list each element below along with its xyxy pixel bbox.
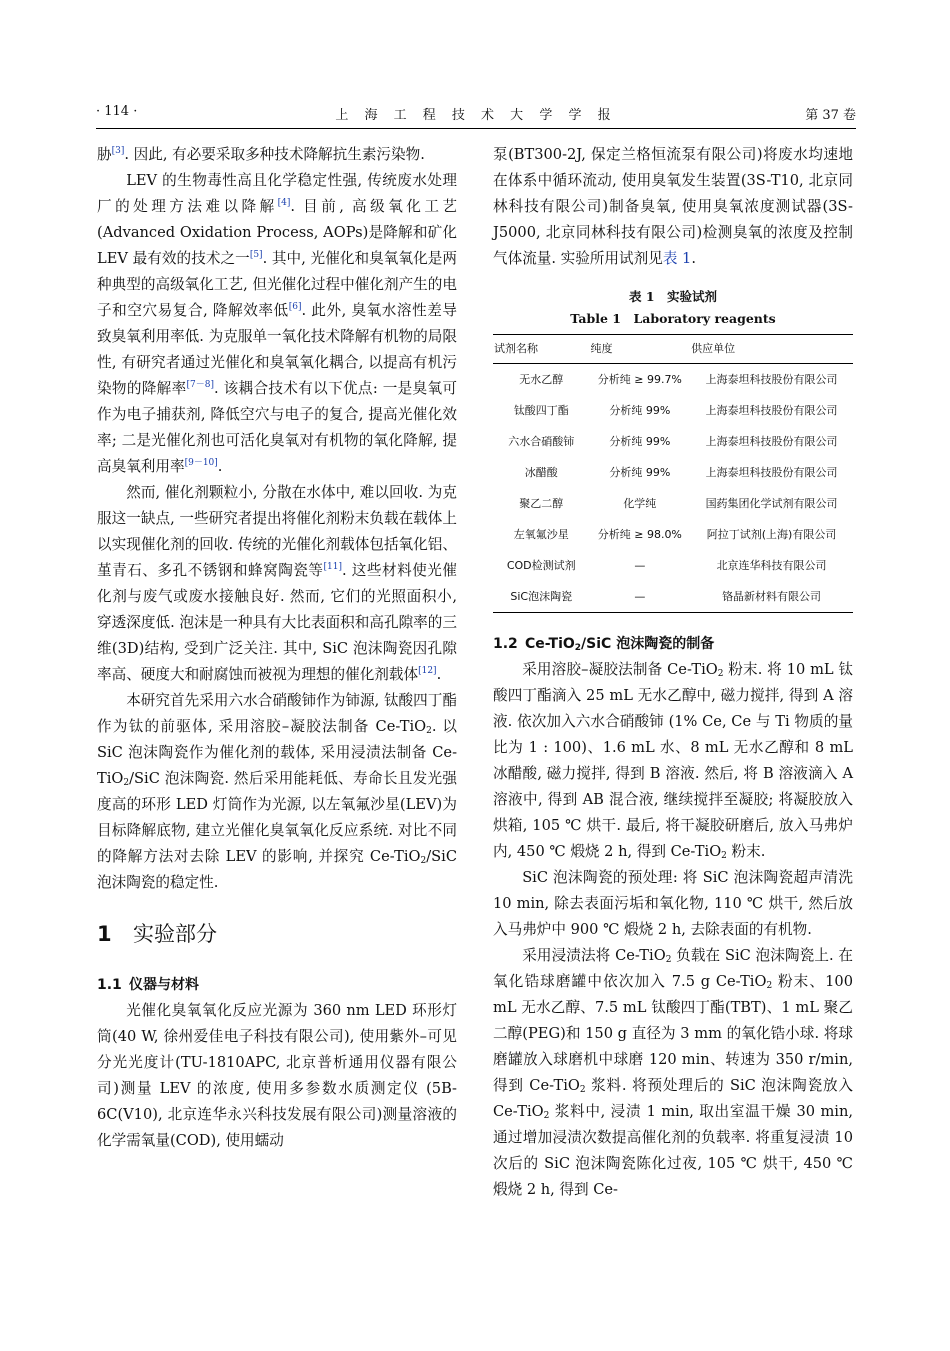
- table-cell: 国药集团化学试剂有限公司: [705, 496, 838, 510]
- journal-title: 上 海 工 程 技 术 大 学 学 报: [335, 108, 617, 123]
- table-cell: 分析纯 99%: [609, 465, 671, 479]
- running-header: [96, 104, 856, 124]
- paragraph: LEV 的生物毒性高且化学稳定性强, 传统废水处理厂的处理方法难以降解[4]. 目前, 高级氧化工艺(Advanced Oxidation Process, AOPs)是降解和矿化 LEV 最有效的技术之一[5]. 其中, 光催化和臭氧氧化是两种典型的高级氧化工艺, 但光催化过程中催化剂产生的电子和空穴易复合, 降解效率低[6]. 此外, 臭氧水溶性差导致臭氧利用率低. 为克服单一氧化技术降解有机物的局限性, 有研究者通过光催化和臭氧氧化耦合, 以提高有机污染物的降解率[7－8]. 该耦合技术有以下优点: 一是臭氧可作为电子捕获剂, 降低空穴与电子的复合, 提高光催化效率; 二是光催化剂也可活化臭氧对有机物的氧化降解, 提高臭氧利用率[9－10].: [97, 172, 458, 475]
- table-cell: 冰醋酸: [524, 465, 558, 479]
- table-header-cell: 纯度: [590, 335, 691, 364]
- table-caption: [493, 286, 853, 330]
- paragraph: 本研究首先采用六水合硝酸铈作为铈源, 钛酸四丁酯作为钛的前驱体, 采用溶胶–凝胶法制备 Ce-TiO$_2$. 以 SiC 泡沫陶瓷作为催化剂的载体, 采用浸渍法制备 Ce-TiO$_2$/SiC 泡沫陶瓷. 然后采用能耗低、寿命长且发光强度高的环形 LED 灯筒作为光源, 以左氧氟沙星(LEV)为目标降解底物, 建立光催化臭氧氧化反应系统. 对比不同的降解方法对去除 LEV 的影响, 并探究 Ce-TiO$_2$/SiC 泡沫陶瓷的稳定性.: [97, 692, 458, 891]
- citation[interactable]: [6]: [288, 302, 302, 312]
- header-rule: [96, 128, 856, 129]
- table-cell: 六水合硝酸铈: [508, 434, 575, 448]
- section-heading: 1 实验部分: [97, 922, 217, 946]
- table-cell: 分析纯 99%: [609, 403, 671, 417]
- table-row: [493, 426, 853, 457]
- citation[interactable]: [11]: [323, 562, 342, 572]
- paragraph: 采用溶胶–凝胶法制备 Ce-TiO$_2$ 粉末. 将 10 mL 钛酸四丁酯滴入 25 mL 无水乙醇中, 磁力搅拌, 得到 A 溶液. 依次加入六水合硝酸铈 (1% Ce, Ce 与 Ti 物质的量比为 1 : 100)、1.6 mL 水、8 mL 无水乙醇和 8 mL 冰醋酸, 磁力搅拌, 得到 B 溶液. 然后, 将 B 溶液滴入 A 溶液中, 得到 AB 混合液, 继续搅拌至凝胶; 将凝胶放入烘箱, 105 ℃ 烘干. 最后, 将干凝胶研磨后, 放入马弗炉内, 450 ℃ 煅烧 2 h, 得到 Ce-TiO$_2$ 粉末.: [493, 661, 853, 861]
- table-cell: 左氧氟沙星: [513, 527, 569, 541]
- table-header-cell: 供应单位: [690, 335, 853, 364]
- table-cell: 上海泰坦科技股份有限公司: [705, 403, 838, 417]
- table-cell: —: [590, 581, 691, 613]
- table-cell: 聚乙二醇: [519, 496, 564, 510]
- table-cell: —: [634, 558, 646, 572]
- citation[interactable]: [9－10]: [184, 458, 218, 468]
- table-row: [493, 488, 853, 519]
- paragraph: 泵(BT300-2J, 保定兰格恒流泵有限公司)将废水均速地在体系中循环流动, 使用臭氧发生装置(3S-T10, 北京同林科技有限公司)制备臭氧, 使用臭氧浓度测试器(3S-J5000, 北京同林科技有限公司)检测臭氧的浓度及控制气体流量. 实验所用试剂见表 1.: [493, 146, 853, 267]
- table-cell: 分析纯 ≥ 98.0%: [597, 527, 682, 541]
- citation[interactable]: [4]: [277, 198, 291, 208]
- left-column: [97, 142, 457, 1154]
- right-column: [493, 142, 853, 1203]
- volume-label: 第 37 卷: [805, 108, 856, 123]
- table-cell: 钛酸四丁酯: [513, 403, 569, 417]
- reagents-table: [493, 334, 853, 613]
- table-cell: 铬晶新材料有限公司: [690, 581, 853, 613]
- table-caption-cn: 表 1 实验试剂: [628, 289, 718, 304]
- page-number: · 114 ·: [96, 104, 138, 119]
- subsection-heading: 1.1 仪器与材料: [97, 977, 199, 993]
- paragraph: SiC 泡沫陶瓷的预处理: 将 SiC 泡沫陶瓷超声清洗 10 min, 除去表面污垢和氧化物, 110 ℃ 烘干, 然后放入马弗炉中 900 ℃ 煅烧 2 h, 去除表面的有机物.: [493, 869, 853, 938]
- citation[interactable]: [5]: [249, 250, 263, 260]
- table-cell: 上海泰坦科技股份有限公司: [705, 372, 838, 386]
- table-cell: 北京连华科技有限公司: [716, 558, 827, 572]
- subsection-heading: 1.2 Ce-TiO$_2$/SiC 泡沫陶瓷的制备: [493, 636, 715, 653]
- table-link[interactable]: 表 1: [662, 250, 692, 267]
- table-row: [493, 519, 853, 550]
- table-caption-en: Table 1 Laboratory reagents: [570, 311, 776, 326]
- table-header-cell: 试剂名称: [493, 335, 590, 364]
- table-cell: 阿拉丁试剂(上海)有限公司: [706, 527, 837, 541]
- table-row: [493, 550, 853, 581]
- paragraph: 然而, 催化剂颗粒小, 分散在水体中, 难以回收. 为克服这一缺点, 一些研究者提出将催化剂粉末负载在载体上以实现催化剂的回收. 传统的光催化剂载体包括氧化铝、堇青石、多孔不锈钢和蜂窝陶瓷等[11]. 这些材料使光催化剂与废气或废水接触良好. 然而, 它们的光照面积小, 穿透深度低. 泡沫是一种具有大比表面积和高孔隙率的三维(3D)结构, 受到广泛关注. 其中, SiC 泡沫陶瓷因孔隙率高、硬度大和耐腐蚀而被视为理想的催化剂载体[12].: [97, 484, 457, 683]
- table-cell: 上海泰坦科技股份有限公司: [705, 465, 838, 479]
- table-row: [493, 581, 853, 613]
- table-row: [493, 364, 853, 396]
- table-header-row: [493, 335, 853, 364]
- citation[interactable]: [7－8]: [186, 380, 215, 390]
- table-cell: 分析纯 ≥ 99.7%: [597, 372, 682, 386]
- table-cell: 分析纯 99%: [609, 434, 671, 448]
- paragraph: 胁[3]. 因此, 有必要采取多种技术降解抗生素污染物.: [97, 146, 425, 163]
- table-cell: 化学纯: [623, 496, 657, 510]
- paragraph: 光催化臭氧氧化反应光源为 360 nm LED 环形灯筒(40 W, 徐州爱佳电子科技有限公司), 使用紫外–可见分光光度计(TU-1810APC, 北京普析通用仪器有限公司)测量 LEV 的浓度, 使用多参数水质测定仪 (5B-6C(V10), 北京连华永兴科技发展有限公司)测量溶液的化学需氧量(COD), 使用蠕动: [97, 1002, 457, 1149]
- citation[interactable]: [3]: [111, 146, 125, 156]
- table-row: [493, 457, 853, 488]
- table-cell: SiC泡沫陶瓷: [493, 581, 590, 613]
- table-row: [493, 395, 853, 426]
- table-cell: COD检测试剂: [506, 558, 576, 572]
- table-cell: 无水乙醇: [519, 372, 564, 386]
- table-cell: 上海泰坦科技股份有限公司: [705, 434, 838, 448]
- citation[interactable]: [12]: [418, 666, 437, 676]
- paragraph: 采用浸渍法将 Ce-TiO$_2$ 负载在 SiC 泡沫陶瓷上. 在氧化锆球磨罐中依次加入 7.5 g Ce-TiO$_2$ 粉末、100 mL 无水乙醇、7.5 mL 钛酸四丁酯(TBT)、1 mL 聚乙二醇(PEG)和 150 g 直径为 3 mm 的氧化锆小球. 将球磨罐放入球磨机中球磨 120 min、转速为 350 r/min, 得到 Ce-TiO$_2$ 浆料. 将预处理后的 SiC 泡沫陶瓷放入 Ce-TiO$_2$ 浆料中, 浸渍 1 min, 取出室温干燥 30 min, 通过增加浸渍次数提高催化剂的负载率. 将重复浸渍 10 次后的 SiC 泡沫陶瓷陈化过夜, 105 ℃ 烘干, 450 ℃ 煅烧 2 h, 得到 Ce-: [493, 947, 854, 1198]
